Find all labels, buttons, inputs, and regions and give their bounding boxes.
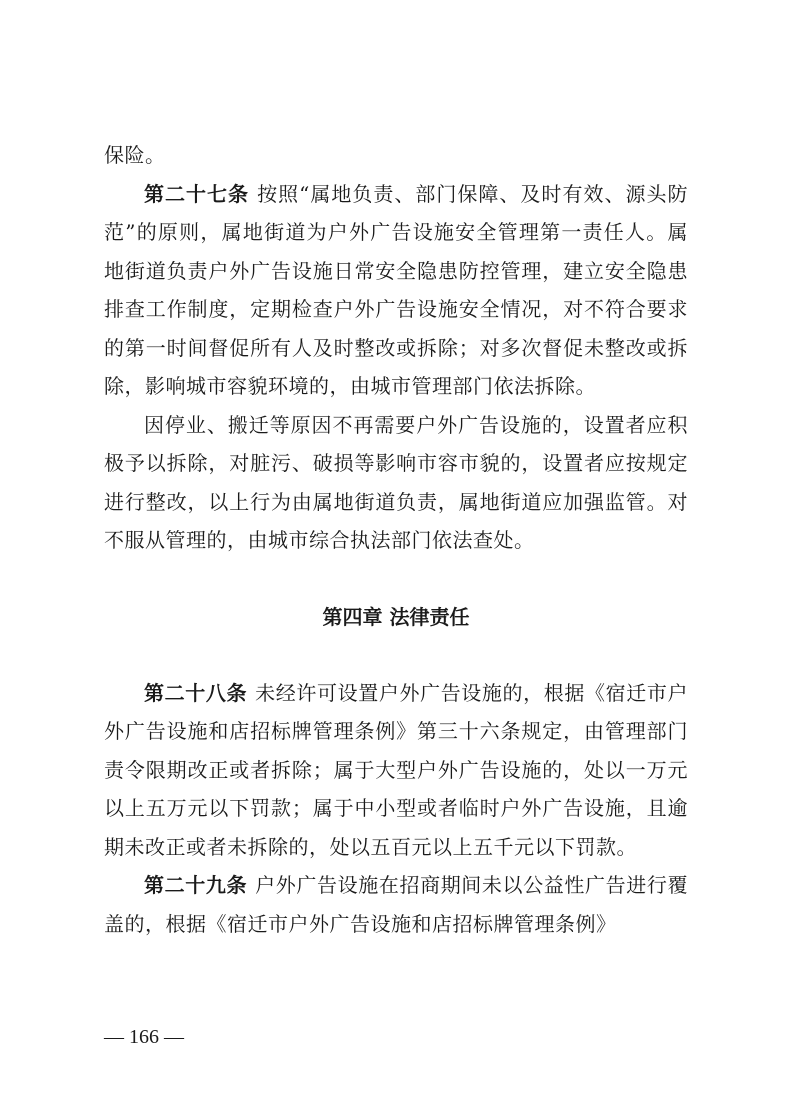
article-29-paragraph — [104, 866, 688, 943]
article-29-text: 户外广告设施在招商期间未以公益性广告进行覆盖的，根据《宿迁市户外广告设施和店招标牌管理条例》 — [104, 873, 689, 936]
article-27-label: 第二十七条 — [144, 181, 250, 206]
article-27-second-paragraph: 因停业、搬迁等原因不再需要户外广告设施的，设置者应积极予以拆除，对脏污、破损等影响市容市貌的，设置者应按规定进行整改，以上行为由属地街道负责，属地街道应加强监管。对不服从管理的，由城市综合执法部门依法查处。 — [104, 412, 688, 552]
continued-paragraph: 保险。 — [104, 143, 166, 167]
article-28-text: 未经许可设置户外广告设施的，根据《宿迁市户外广告设施和店招标牌管理条例》第三十六条规定，由管理部门责令限期改正或者拆除；属于大型户外广告设施的，处以一万元以上五万元以下罚款；属于中小型或者临时户外广告设施，且逾期未改正或者未拆除的，处以五百元以上五千元以下罚款。 — [104, 680, 689, 859]
article-28-label: 第二十八条 — [144, 680, 248, 705]
document-body — [104, 136, 688, 943]
article-27-paragraph — [104, 175, 688, 406]
article-27-text: 按照“属地负责、部门保障、及时有效、源头防范”的原则，属地街道为户外广告设施安全管理第一责任人。属地街道负责户外广告设施日常安全隐患防控管理，建立安全隐患排查工作制度，定期检查户外广告设施安全情况，对不符合要求的第一时间督促所有人及时整改或拆除；对多次督促未整改或拆除，影响城市容貌环境的，由城市管理部门依法拆除。 — [104, 181, 688, 398]
page-number: — 166 — — [104, 1026, 184, 1048]
article-28-paragraph — [104, 674, 688, 867]
chapter-title: 第四章 法律责任 — [322, 604, 470, 629]
article-29-label: 第二十九条 — [144, 873, 248, 897]
